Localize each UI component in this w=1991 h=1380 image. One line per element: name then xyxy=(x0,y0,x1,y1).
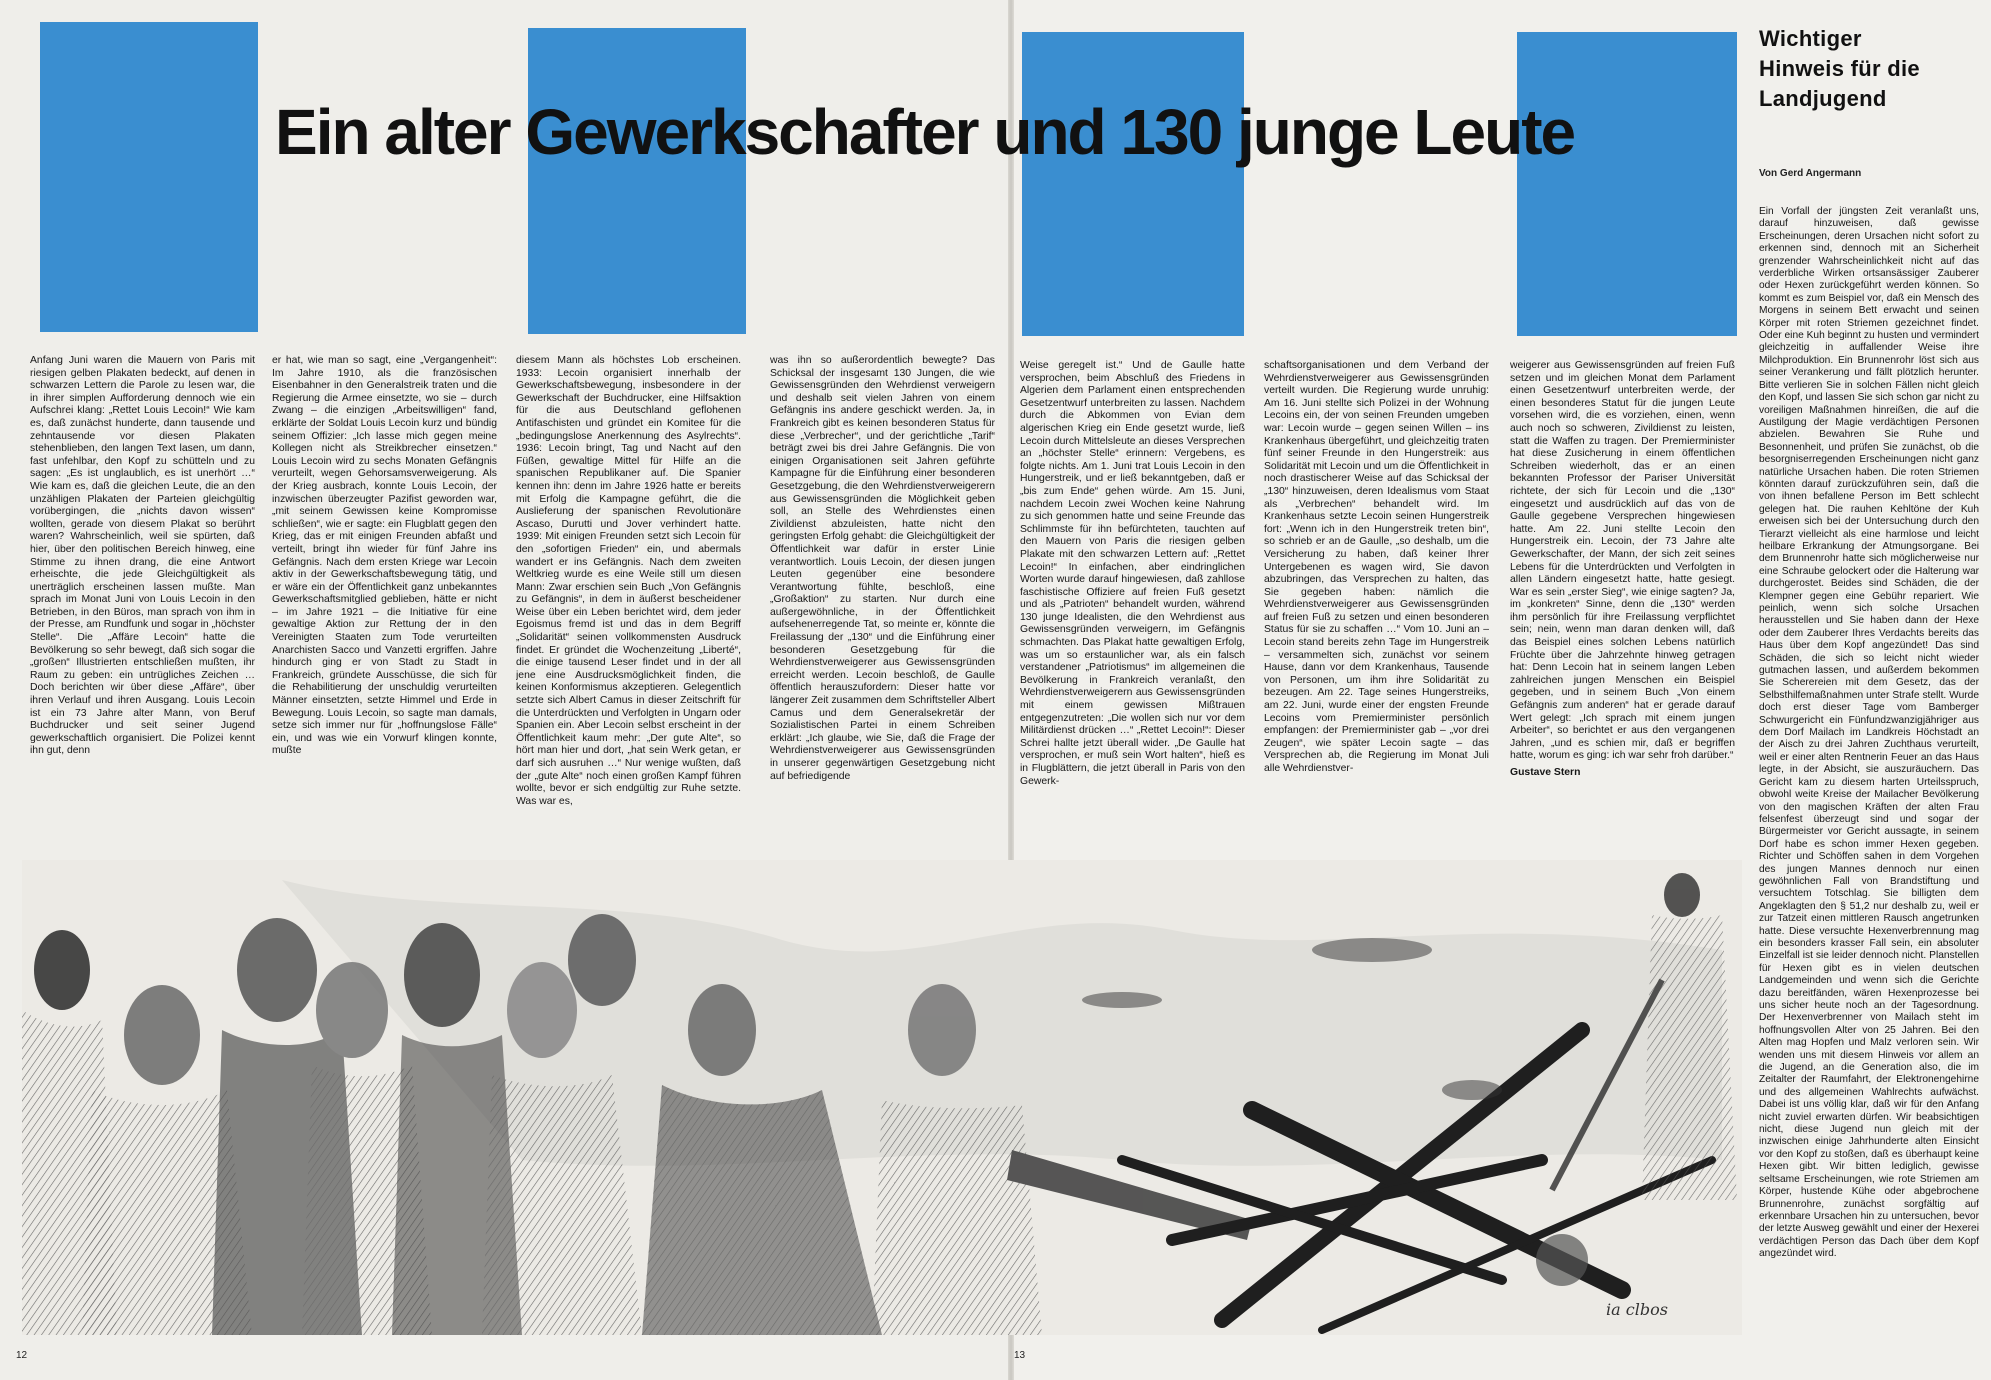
illustration-youth-and-rifles xyxy=(22,860,1742,1335)
article-column-7-text: weigerer aus Gewissensgründen auf freien Fuß setzen und im gleichen Monat dem Parlament einen Gesetzentwurf unterbreiten werde, der einen besonderes Statut für die jungen Leute vorsehen wird, die es vorziehen, einen, wenn auch noch so schweren, Zivildienst zu leisten, statt die Waffen zu tragen. Der Premierminister hat diese Zusicherung in einem öffentlichen Schreiben wiederholt, das er an einen bekannten Professor der Pariser Universität richtete, der sich für Lecoin und die „130“ eingesetzt und ausdrücklich auf das von de Gaulle gegebene Versprechen hingewiesen hatte. Am 22. Juni stellte Lecoin den Hungerstreik ein. Lecoin, der 73 Jahre alte Gewerkschafter, der Mann, der sich zeit seines Lebens für die Unterdrückten und Verfolgten in allen Ländern eingesetzt hatte, hatte gesiegt. War es sein „erster Sieg“, wie einige sagten? Ja, im „konkreten“ Sinne, denn die „130“ werden ihm persönlich für ihre Freilassung verpflichtet sein; nein, wenn man daran denken will, daß das Beispiel eines solchen Lebens natürlich Früchte über die Jahrzehnte hinweg getragen hat: Denn Lecoin hat in seinem langen Leben zahlreichen jungen Menschen ein Beispiel gegeben, und in seinem Buch „Von einem Gefängnis zum anderen“ hat er gerade darauf Wert gelegt: „Ich sprach mit einem jungen Arbeiter“, so berichtet er aus den vergangenen Jahren, „und es schien mir, daß er begriffen hatte, worum es ging: ich war sehr froh darüber.“ xyxy=(1510,360,1735,762)
sidebar-title-line-1: Wichtiger xyxy=(1759,26,1862,51)
blue-block-3 xyxy=(1022,32,1244,336)
sidebar-byline: Von Gerd Angermann xyxy=(1759,168,1862,179)
blue-block-1 xyxy=(40,22,258,332)
sidebar-title xyxy=(1759,24,1974,114)
sidebar-body: Ein Vorfall der jüngsten Zeit veranlaßt uns, darauf hinzuweisen, daß gewisse Erscheinungen, deren Ursachen nicht sofort zu erkennen sind, dennoch mit an Sicherheit grenzender Wahrscheinlichkeit nicht auf das verderbliche Wirken ortsansässiger Zauberer oder Hexen zurückgeführt werden können. So kommt es zum Beispiel vor, daß ein Mensch des Morgens in seinem Bett erwacht und seinen Körper mit roten Striemen gezeichnet findet. Oder eine Kuh beginnt zu husten und vermindert gleichzeitig in auffallender Weise ihre Milchproduktion. Ein Brunnenrohr löst sich aus seiner Verankerung und fällt plötzlich herunter. Bitte verlieren Sie in solchen Fällen nicht gleich den Kopf, und lassen Sie sich schon gar nicht zu voreiligen Maßnahmen hinreißen, die auf die Austilgung der Magie verdächtigen Personen abzielen. Bewahren Sie Ruhe und Besonnenheit, und prüfen Sie zunächst, ob die besorgniserregenden Erscheinungen nicht ganz natürliche Ursachen haben. Die roten Striemen könnten darauf zurückzuführen sein, daß die von ihnen befallene Person im Bett schlecht gelegen hat. Die rauhen Kehltöne der Kuh erweisen sich bei der Untersuchung durch den Tierarzt vielleicht als eine harmlose und leicht heilbare Erkrankung der Atmungsorgane. Bei dem Brunnenrohr hatte sich möglicherweise nur eine Schraube gelockert oder die Halterung war durchgerostet. Beides sind Schäden, die der Klempner gegen eine Gebühr repariert. Wie peinlich, wenn sich solche Ursachen herausstellen und Sie haben dann der Hexe oder dem Zauberer Ihres Verdachts bereits das Haus über dem Kopf angezündet! Das sind Schäden, die sich so leicht nicht wieder gutmachen lassen, und außerdem bekommen Sie Scherereien mit dem Gesetz, das der Selbsthilfemaßnahmen unter Strafe stellt. Wurde doch erst dieser Tage vom Bamberger Schwurgericht ein Fünfundzwanzigjähriger aus dem Dorf Mailach im Landkreis Höchstadt an der Aisch zu drei Jahren Zuchthaus verurteilt, weil er einer alten Rentnerin Feuer an das Haus legte, in der Absicht, sie auszuräuchern. Das Gericht kam zu diesem harten Urteilsspruch, obwohl weite Kreise der Mailacher Bevölkerung von den magischen Kräften der alten Frau felsenfest überzeugt sind und sogar der Bürgermeister vor Gericht aussagte, in seinem Dorf habe es schon immer Hexen gegeben. Richter und Schöffen sahen in dem Vorgehen des jungen Mannes dennoch nur einen gewöhnlichen Fall von Brandstiftung und versuchtem Totschlag. Sie billigten dem Angeklagten den § 51,2 nur deshalb zu, weil er zur Tatzeit einen mittleren Rausch angetrunken hatte. Diese versuchte Hexenverbrennung mag ein besonders krasser Fall sein, ein absoluter Einzelfall ist sie leider dennoch nicht. Planstellen für Hexen gibt es in vielen deutschen Landgemeinden und wenn sich die Gerichte dazu bereitfänden, wären Hexenprozesse bei uns sicher heute noch an der Tagesordnung. Der Hexenverbrenner von Mailach steht im hoffnungsvollen Alter von 25 Jahren. Bei den Alten mag Hopfen und Malz verloren sein. Wir wenden uns mit diesem Hinweis vor allem an die Jugend, an die Generation also, die im Zeitalter der Raumfahrt, der Elektronengehirne und des allgemeinen Wahlrechts aufwächst. Dabei ist uns völlig klar, daß wir für den Anfang nicht zuviel erwarten dürfen. Wir beabsichtigen nicht, diese Jugend nun gleich mit der inzwischen einige Jahrhunderte alten Einsicht vor den Kopf zu stoßen, daß es überhaupt keine Hexen gibt. Wir bitten lediglich, gewisse seltsame Erscheinungen, wie rote Striemen am Körper, hustende Kühe oder abgebrochene Brunnenrohre, zunächst sorgfältig auf erkennbare Ursachen hin zu untersuchen, bevor der letzte Ausweg gewählt und einer der Hexerei verdächtigen Person das Dach über dem Kopf angezündet wird. xyxy=(1759,206,1979,1260)
page-number-right: 13 xyxy=(1014,1350,1026,1361)
article-column-5: Weise geregelt ist.“ Und de Gaulle hatte versprochen, beim Abschluß des Friedens in Algerien dem Parlament einen entsprechenden Gesetzentwurf unterbreiten zu lassen. Nachdem durch die Abkommen von Evian dem algerischen Krieg ein Ende gesetzt wurde, ließ Lecoin durch Mittelsleute an dieses Versprechen an „höchster Stelle“ erinnern: Vergebens, es folgte nichts. Am 1. Juni trat Louis Lecoin in den Hungerstreik, und er ließ bekanntgeben, daß er „bis zum Ende“ gehen würde. Am 15. Juni, nachdem Lecoin zwei Wochen keine Nahrung zu sich genommen hatte und seine Freunde das Schlimmste für ihn befürchteten, tauchten auf den Mauern von Paris die riesigen gelben Plakate mit den schwarzen Lettern auf: „Rettet Lecoin!“ In einfachen, aber eindringlichen Worten wurde darauf hingewiesen, daß zahllose faschistische Offiziere auf freien Fuß gesetzt und als „Patrioten“ behandelt wurden, während 130 junge Idealisten, die den Wehrdienst aus Gewissensgründen verweigern, im Gefängnis schmachten. Das Plakat hatte gewaltigen Erfolg, was um so erstaunlicher war, als ein falsch verstandener „Patriotismus“ im allgemeinen die Bevölkerung in Frankreich veranlaßt, den Wehrdienstverweigerern aus Gewissensgründen mit einem gewissen Mißtrauen entgegenzutreten: „Die wollen sich nur vor dem Militärdienst drücken …“ „Rettet Lecoin!“: Dieser Schrei hallte jetzt überall wider. „De Gaulle hat versprochen, er muß sein Wort halten“, hieß es in Flugblättern, die jetzt überall in Paris von den Gewerk- xyxy=(1020,360,1245,787)
helmet-shape xyxy=(1536,1234,1588,1286)
blue-block-2 xyxy=(528,28,746,334)
article-headline: Ein alter Gewerkschafter und 130 junge Leute xyxy=(275,96,1575,168)
ink-drawing xyxy=(22,860,1742,1335)
sidebar-title-line-2: Hinweis für die xyxy=(1759,56,1920,81)
article-column-1: Anfang Juni waren die Mauern von Paris mit riesigen gelben Plakaten bedeckt, auf denen in schwarzen Lettern die Parole zu lesen war, die in ihrer simplen Aufforderung dennoch wie ein Aufschrei klang: „Rettet Louis Lecoin!“ Wie kam es, daß zunächst hunderte, dann tausende und zehntausende vor diesen Plakaten stehenblieben, den langen Text lasen, um dann, fast unfehlbar, den Kopf zu schütteln und zu sagen: „Es ist unglaublich, es ist unerhört …“ Wie kam es, daß die gleichen Leute, die an den unzähligen Plakaten der Parteien gleichgültig vorübergingen, die „nichts davon wissen“ wollten, gerade von diesem Plakat so berührt waren? Wahrscheinlich, weil sie spürten, daß hier, über den politischen Bereich hinweg, eine Stimme zu ihnen drang, die eine Antwort erheischte, die jede Gleichgültigkeit als unerträglich erscheinen lassen mußte. Man sprach im Monat Juni von Louis Lecoin in den Betrieben, in den Büros, man sprach von ihm in der Presse, am Rundfunk und sogar in „höchster Stelle“. Die „Affäre Lecoin“ hatte die Bevölkerung so sehr bewegt, daß sich sogar die „großen“ Illustrierten entschließen mußten, ihr Raum zu geben: ein untrügliches Zeichen … Doch berichten wir über diese „Affäre“, über ihren Verlauf und ihren Ausgang. Louis Lecoin ist ein 73 Jahre alter Mann, von Beruf Buchdrucker und seit seiner Jugend gewerkschaftlich organisiert. Die Polizei kennt ihn gut, denn xyxy=(30,355,255,757)
author-signature: Gustave Stern xyxy=(1510,767,1581,778)
article-column-6: schaftsorganisationen und dem Verband der Wehrdienstverweigerer aus Gewissensgründen verteilt wurden. Die Regierung wurde unruhig: Am 16. Juni stellte sich Polizei in der Wohnung Lecoins ein, der von seinen Freunden umgeben war: Lecoin wurde – gegen seinen Willen – ins Krankenhaus übergeführt, und gleichzeitig traten fünf seiner Freunde in den Hungerstreik: aus Solidarität mit Lecoin und um die Öffentlichkeit in noch drastischerer Weise auf das Schicksal der „130“ hinzuweisen, deren Idealismus vom Staat als „Verbrechen“ behandelt wird. Im Krankenhaus setzte Lecoin seinen Hungerstreik fort: „Wenn ich in den Hungerstreik treten bin“, so schrieb er an de Gaulle, „so deshalb, um die Versicherung zu haben, daß keiner Ihrer Untergebenen es wagen wird, Sie davon abzubringen, das Versprechen zu halten, das Sie gegeben haben: nämlich die Wehrdienstverweigerer aus Gewissensgründen auf freien Fuß zu setzen und einen besonderen Status für sie zu schaffen …“ Vom 10. Juni an – Lecoin stand bereits zehn Tage im Hungerstreik – versammelten sich, zunächst vor seinem Hause, dann vor dem Krankenhaus, Tausende von Personen, um ihm ihre Solidarität zu bezeugen. Am 22. Tage seines Hungerstreiks, am 22. Juni, wurde einer der engsten Freunde Lecoins vom Premierminister persönlich empfangen: der Premierminister gab – „vor drei Zeugen“, wie später Lecoin sagte – das Versprechen ab, die Regierung im Monat Juli alle Wehrdienstver- xyxy=(1264,360,1489,774)
illustrator-signature: ia clbos xyxy=(1606,1300,1668,1319)
blue-block-4 xyxy=(1517,32,1737,336)
article-column-7 xyxy=(1510,360,1735,840)
article-column-2: er hat, wie man so sagt, eine „Vergangenheit“: Im Jahre 1910, als die französischen Eisenbahner in den Generalstreik traten und die Regierung die Armee einsetzte, wo sie – durch Zwang – die einzigen „Arbeitswilligen“ fand, erklärte der Soldat Louis Lecoin kurz und bündig seinem Offizier: „Ich lasse mich gegen meine Kollegen nicht als Streikbrecher einsetzen.“ Louis Lecoin wird zu sechs Monaten Gefängnis verurteilt, wegen Gehorsamsverweigerung. Als der Krieg ausbrach, konnte Louis Lecoin, der inzwischen überzeugter Pazifist geworden war, „mit seinem Gewissen keine Kompromisse schließen“, wie er sagte: ein Flugblatt gegen den Krieg, das er mit einigen Freunden abfaßt und verteilt, bringt ihn wieder für fünf Jahre ins Gefängnis. Nach dem ersten Kriege war Lecoin aktiv in der Gewerkschaftsbewegung tätig, und er wäre ein der Öffentlichkeit ganz unbekanntes Gewerkschaftsmitglied geblieben, hätte er nicht – im Jahre 1921 – die Initiative für eine gewaltige Aktion zur Rettung der in den Vereinigten Staaten zum Tode verurteilten Anarchisten Sacco und Vanzetti ergriffen. Jahre hindurch ging er von Stadt zu Stadt in Frankreich, gründete Ausschüsse, die sich für die Rehabilitierung der unschuldig verurteilten Männer einsetzten, setzte Himmel und Erde in Bewegung. Louis Lecoin, so sagte man damals, setze sich immer nur für „hoffnungslose Fälle“ ein, und was wie ein Vorwurf klingen konnte, mußte xyxy=(272,355,497,757)
article-column-3: diesem Mann als höchstes Lob erscheinen. 1933: Lecoin organisiert innerhalb der Gewerkschaftsbewegung, insbesondere in der Gewerkschaft der Buchdrucker, eine Hilfsaktion für die aus Deutschland geflohenen Antifaschisten und gründet ein Komitee für die „bedingungslose Anerkennung des Asylrechts“. 1936: Lecoin bringt, Tag und Nacht auf den Füßen, gewaltige Mittel für Hilfe an die spanischen Republikaner auf. Die Spanier kennen ihn: denn im Jahre 1926 hatte er bereits mit Erfolg die Kampagne geführt, die die Auslieferung der spanischen Revolutionäre Ascaso, Durutti und Jover verhindert hatte. 1939: Mit einigen Freunden setzt sich Lecoin für den „sofortigen Frieden“ ein, und abermals wandert er ins Gefängnis. Nach dem zweiten Weltkrieg wurde es eine Weile still um diesen Mann: Zwar erschien sein Buch „Von Gefängnis zu Gefängnis“, in dem in äußerst bescheidener Weise über ein Leben berichtet wird, dem jeder Egoismus fremd ist und das in dem Begriff „Solidarität“ seinen vollkommensten Ausdruck findet. Er gründet die Wochenzeitung „Liberté“, die einige tausend Leser findet und in der all jene eine Ausdrucksmöglichkeit finden, die keinen Konformismus akzeptieren. Gelegentlich setzte sich Albert Camus in dieser Zeitschrift für die Unterdrückten und Verfolgten in Ungarn oder Spanien ein. Aber Lecoin selbst erscheint in der Öffentlichkeit kaum mehr: „Der gute Alte“, so hört man hier und dort, „hat sein Werk getan, er darf sich ausruhen …“ Nur wenige wußten, daß der „gute Alte“ noch einen großen Kampf führen wollte, bevor er sich endgültig zur Ruhe setzte. Was war es, xyxy=(516,355,741,807)
sidebar-title-line-3: Landjugend xyxy=(1759,86,1887,111)
article-column-4: was ihn so außerordentlich bewegte? Das Schicksal der insgesamt 130 Jungen, die wie Gewissensgründen den Wehrdienst verweigern und deshalb seit vielen Jahren von einem Gefängnis ins andere geschickt werden. Ja, in Frankreich gibt es keinen besonderen Status für diese „Verbrecher“, und der gerichtliche „Tarif“ beträgt zwei bis drei Jahre Gefängnis. Die von einigen Organisationen seit Jahren geführte Kampagne für die Einführung einer besonderen Gesetzgebung, die den Wehrdienstverweigerern aus Gewissensgründen die Möglichkeit geben soll, an Stelle des Wehrdienstes einen Zivildienst abzuleisten, hatte nicht den geringsten Erfolg gehabt: die Gleichgültigkeit der Öffentlichkeit war dafür in erster Linie verantwortlich. Louis Lecoin, der diesen jungen Leuten gegenüber eine besondere Verantwortung fühlte, beschloß, eine „Großaktion“ zu starten. Nur durch eine außergewöhnliche, in der Öffentlichkeit aufsehenerregende Tat, so meinte er, könnte die Freilassung der „130“ und die Einführung einer besonderen Gesetzgebung für die Wehrdienstverweigerer aus Gewissensgründen erreicht werden. Lecoin beschloß, de Gaulle öffentlich herauszufordern: Dieser hatte vor längerer Zeit zusammen dem Schriftsteller Albert Camus und dem Generalsekretär der Sozialistischen Partei in einem Schreiben erklärt: „Ich glaube, wie Sie, daß die Frage der Wehrdienstverweigerer aus Gewissensgründen in unserer gegenwärtigen Gesetzgebung nicht auf befriedigende xyxy=(770,355,995,782)
page-number-left: 12 xyxy=(16,1350,28,1361)
